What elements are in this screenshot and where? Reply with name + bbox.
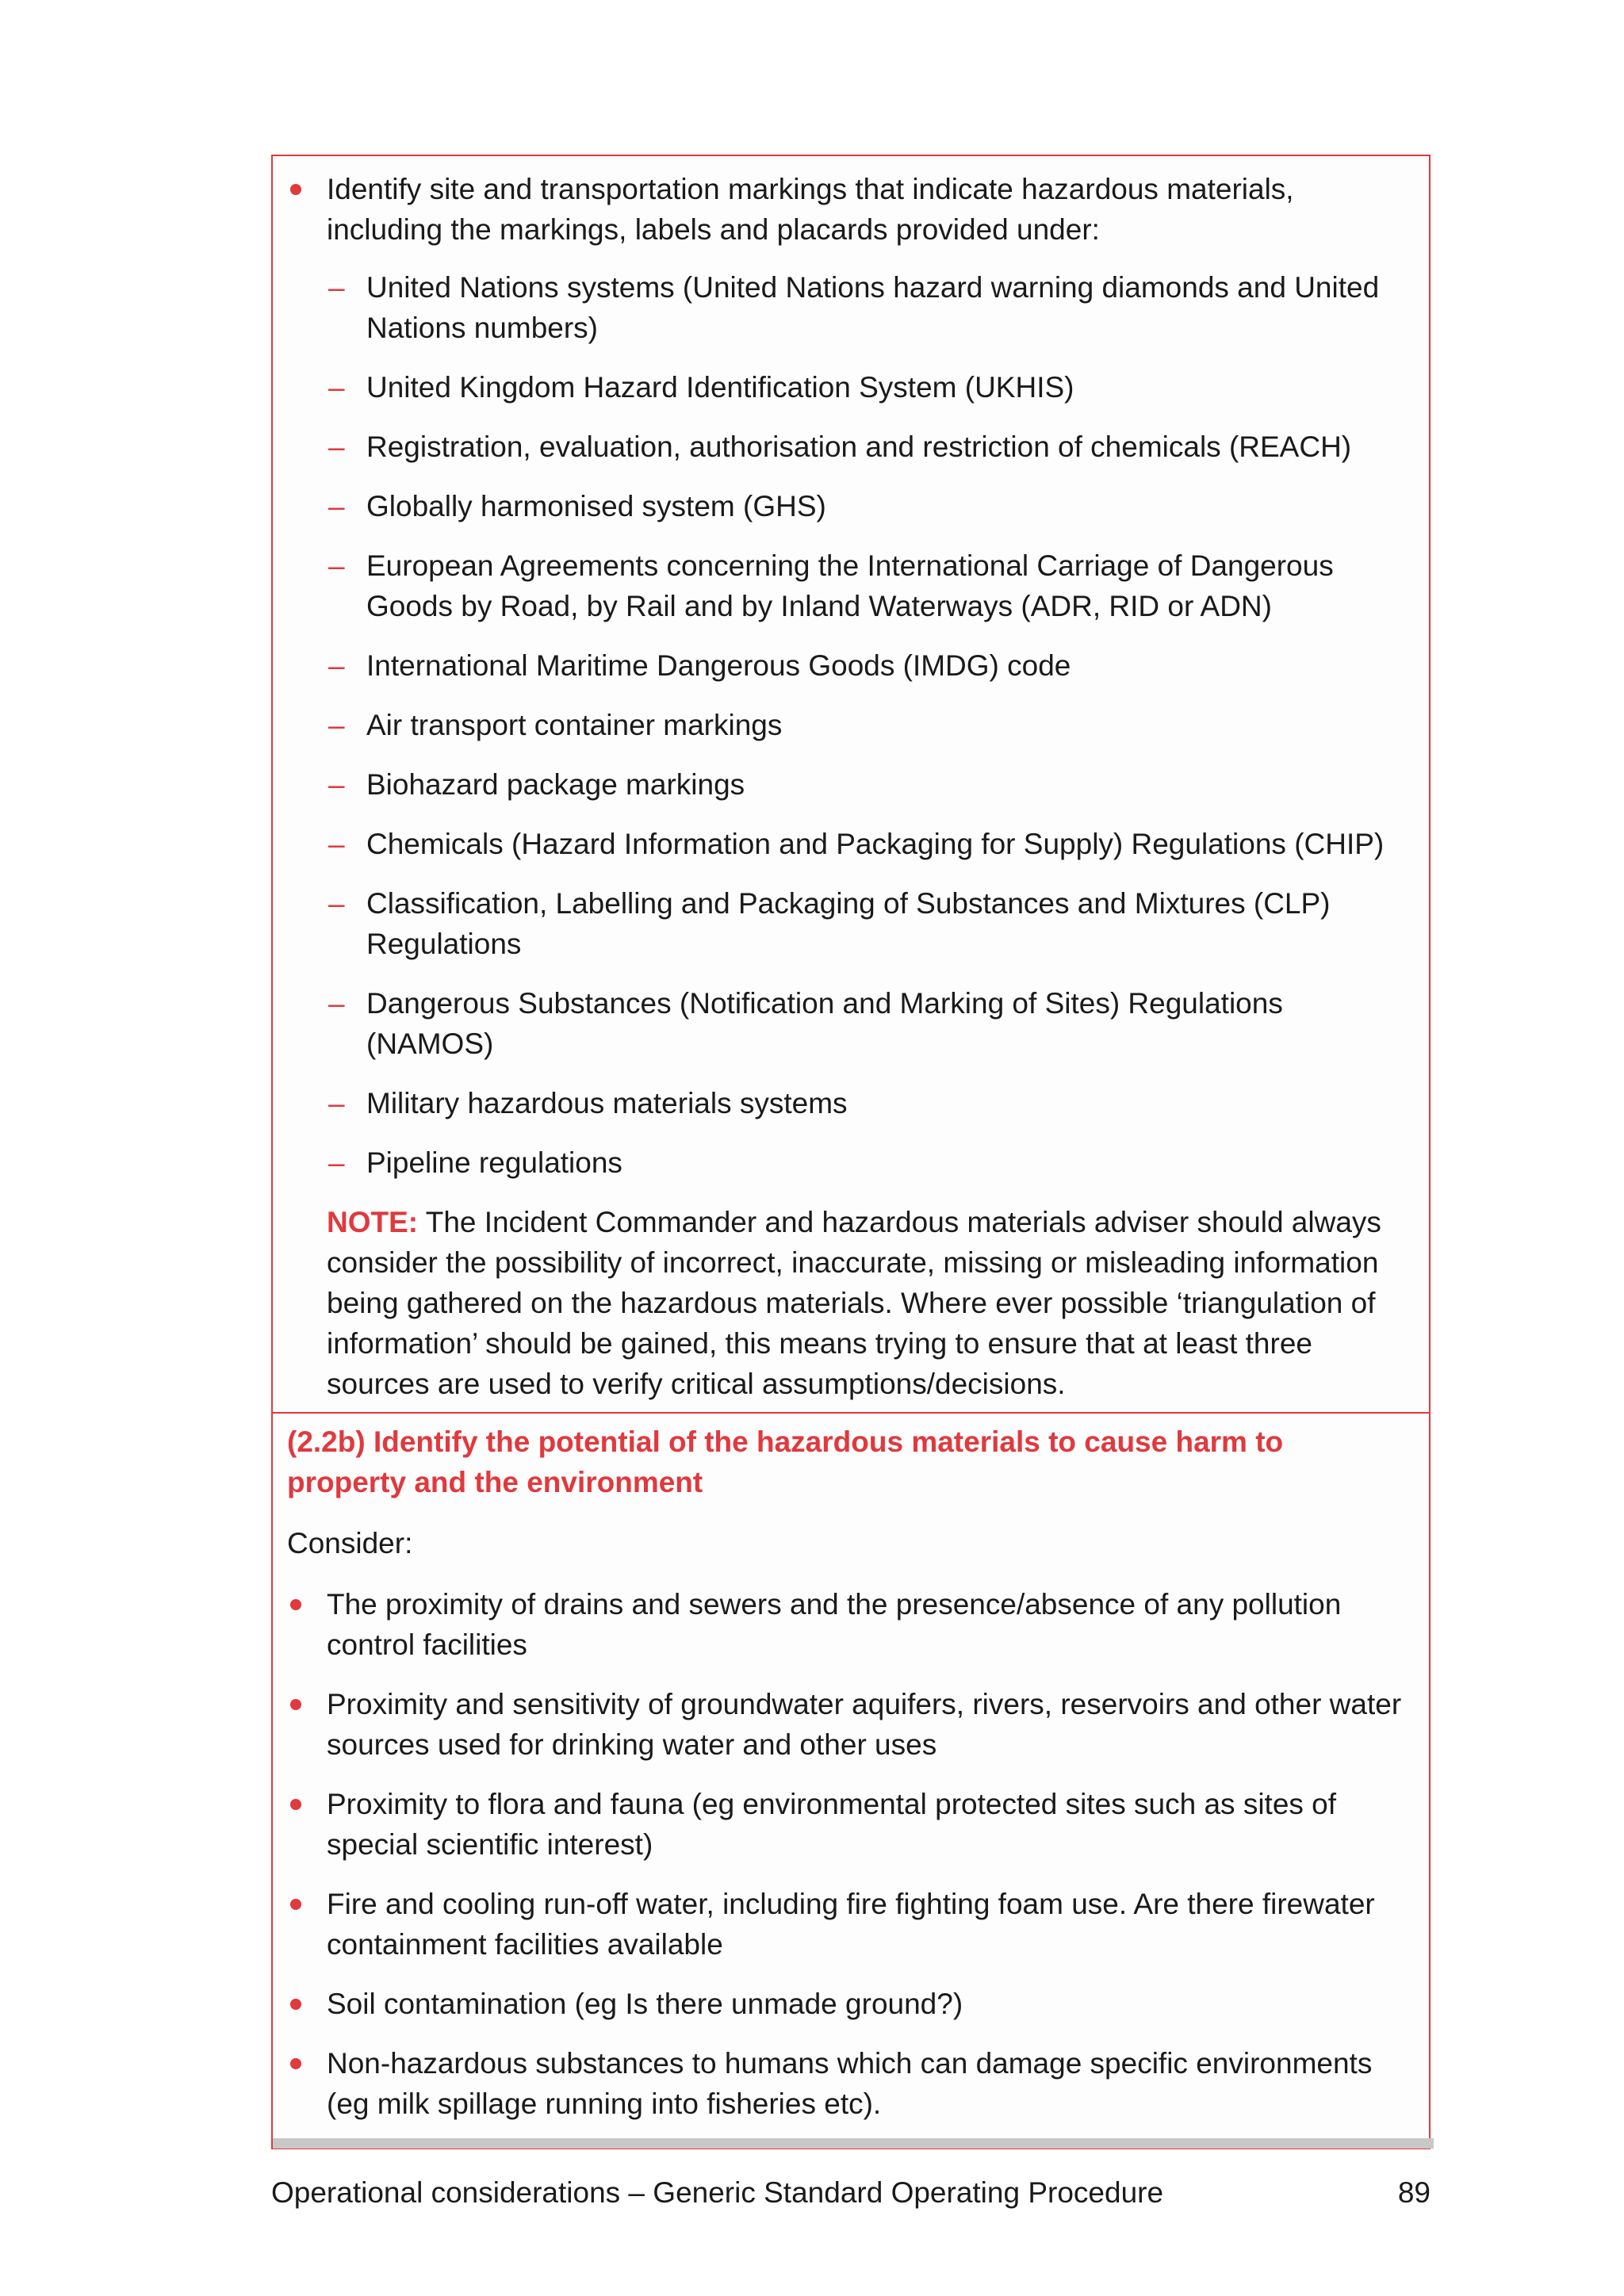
sub-list-item: – United Nations systems (United Nations hazard warning diamonds and United Nations numbers) <box>287 267 1408 348</box>
sub-list-item: – Pipeline regulations <box>287 1142 1408 1183</box>
dash-icon: – <box>328 271 345 304</box>
section-hazard-markings <box>273 156 1429 1412</box>
consider-label: Consider: <box>287 1527 413 1559</box>
dash-icon: – <box>328 430 345 463</box>
list-item: The proximity of drains and sewers and the presence/absence of any pollution control facilities <box>287 1584 1408 1665</box>
markings-sub-list <box>287 267 1408 1183</box>
content-panel <box>271 155 1431 2149</box>
list-item: Non-hazardous substances to humans which can damage specific environments (eg milk spillage running into fisheries etc). <box>287 2043 1408 2124</box>
list-item: Proximity to flora and fauna (eg environmental protected sites such as sites of special scientific interest) <box>287 1784 1408 1865</box>
sub-list-item: – Dangerous Substances (Notification and Marking of Sites) Regulations (NAMOS) <box>287 983 1408 1064</box>
sub-list-item: – Air transport container markings <box>287 705 1408 745</box>
dash-icon: – <box>328 887 345 920</box>
section-heading: (2.2b) Identify the potential of the hazardous materials to cause harm to property and the environment <box>287 1425 1284 1498</box>
dash-icon: – <box>328 1146 345 1179</box>
section-environment-harm <box>273 1412 1429 2148</box>
bullet-dot-icon <box>290 1799 301 1810</box>
sub-list-item: – European Agreements concerning the International Carriage of Dangerous Goods by Road, by Rail and by Inland Waterways (ADR, RID or ADN) <box>287 545 1408 626</box>
bullet-dot-icon <box>290 1899 301 1910</box>
sub-list-item: – International Maritime Dangerous Goods (IMDG) code <box>287 645 1408 686</box>
bullet-dot-icon <box>290 184 301 195</box>
dash-icon: – <box>328 649 345 682</box>
bullet-dot-icon <box>290 1699 301 1710</box>
dash-icon: – <box>328 709 345 741</box>
sub-list-item: – Chemicals (Hazard Information and Packaging for Supply) Regulations (CHIP) <box>287 824 1408 864</box>
sub-list-item: – Classification, Labelling and Packaging of Substances and Mixtures (CLP) Regulations <box>287 883 1408 964</box>
dash-icon: – <box>328 828 345 860</box>
sub-list-item: – Globally harmonised system (GHS) <box>287 486 1408 526</box>
environment-bullet-list <box>287 1584 1408 2124</box>
sub-list-item: – Registration, evaluation, authorisation and restriction of chemicals (REACH) <box>287 427 1408 467</box>
bullet-markings <box>287 169 1408 250</box>
footer-title: Operational considerations – Generic Standard Operating Procedure <box>271 2176 1164 2209</box>
note-text: The Incident Commander and hazardous materials adviser should always consider the possibility of incorrect, inaccurate, missing or misleading information being gathered on the hazardous materials. Where ever possible ‘triangulation of information’ should be gained, this means trying to ensure that at least three sources are used to verify critical assumptions/decisions. <box>327 1206 1381 1400</box>
dash-icon: – <box>328 371 345 404</box>
sub-list-item: – Military hazardous materials systems <box>287 1083 1408 1123</box>
list-item: Fire and cooling run-off water, including fire fighting foam use. Are there firewater containment facilities available <box>287 1884 1408 1965</box>
dash-icon: – <box>328 987 345 1020</box>
bullet-dot-icon <box>290 1999 301 2010</box>
list-item: Proximity and sensitivity of groundwater aquifers, rivers, reservoirs and other water sources used for drinking water and other uses <box>287 1684 1408 1765</box>
page-number: 89 <box>1397 2176 1431 2209</box>
dash-icon: – <box>328 1087 345 1119</box>
dash-icon: – <box>328 549 345 582</box>
footer-rule <box>273 2138 1434 2149</box>
bullet-text: Identify site and transportation markings that indicate hazardous materials, including the markings, labels and placards provided under: <box>327 173 1294 246</box>
note-paragraph <box>287 1202 1408 1404</box>
dash-icon: – <box>328 768 345 801</box>
bullet-dot-icon <box>290 1599 301 1610</box>
bullet-dot-icon <box>290 2058 301 2069</box>
sub-list-item: – Biohazard package markings <box>287 764 1408 805</box>
sub-list-item: – United Kingdom Hazard Identification System (UKHIS) <box>287 367 1408 408</box>
dash-icon: – <box>328 490 345 522</box>
note-label: NOTE: <box>327 1206 419 1238</box>
list-item: Soil contamination (eg Is there unmade ground?) <box>287 1984 1408 2024</box>
